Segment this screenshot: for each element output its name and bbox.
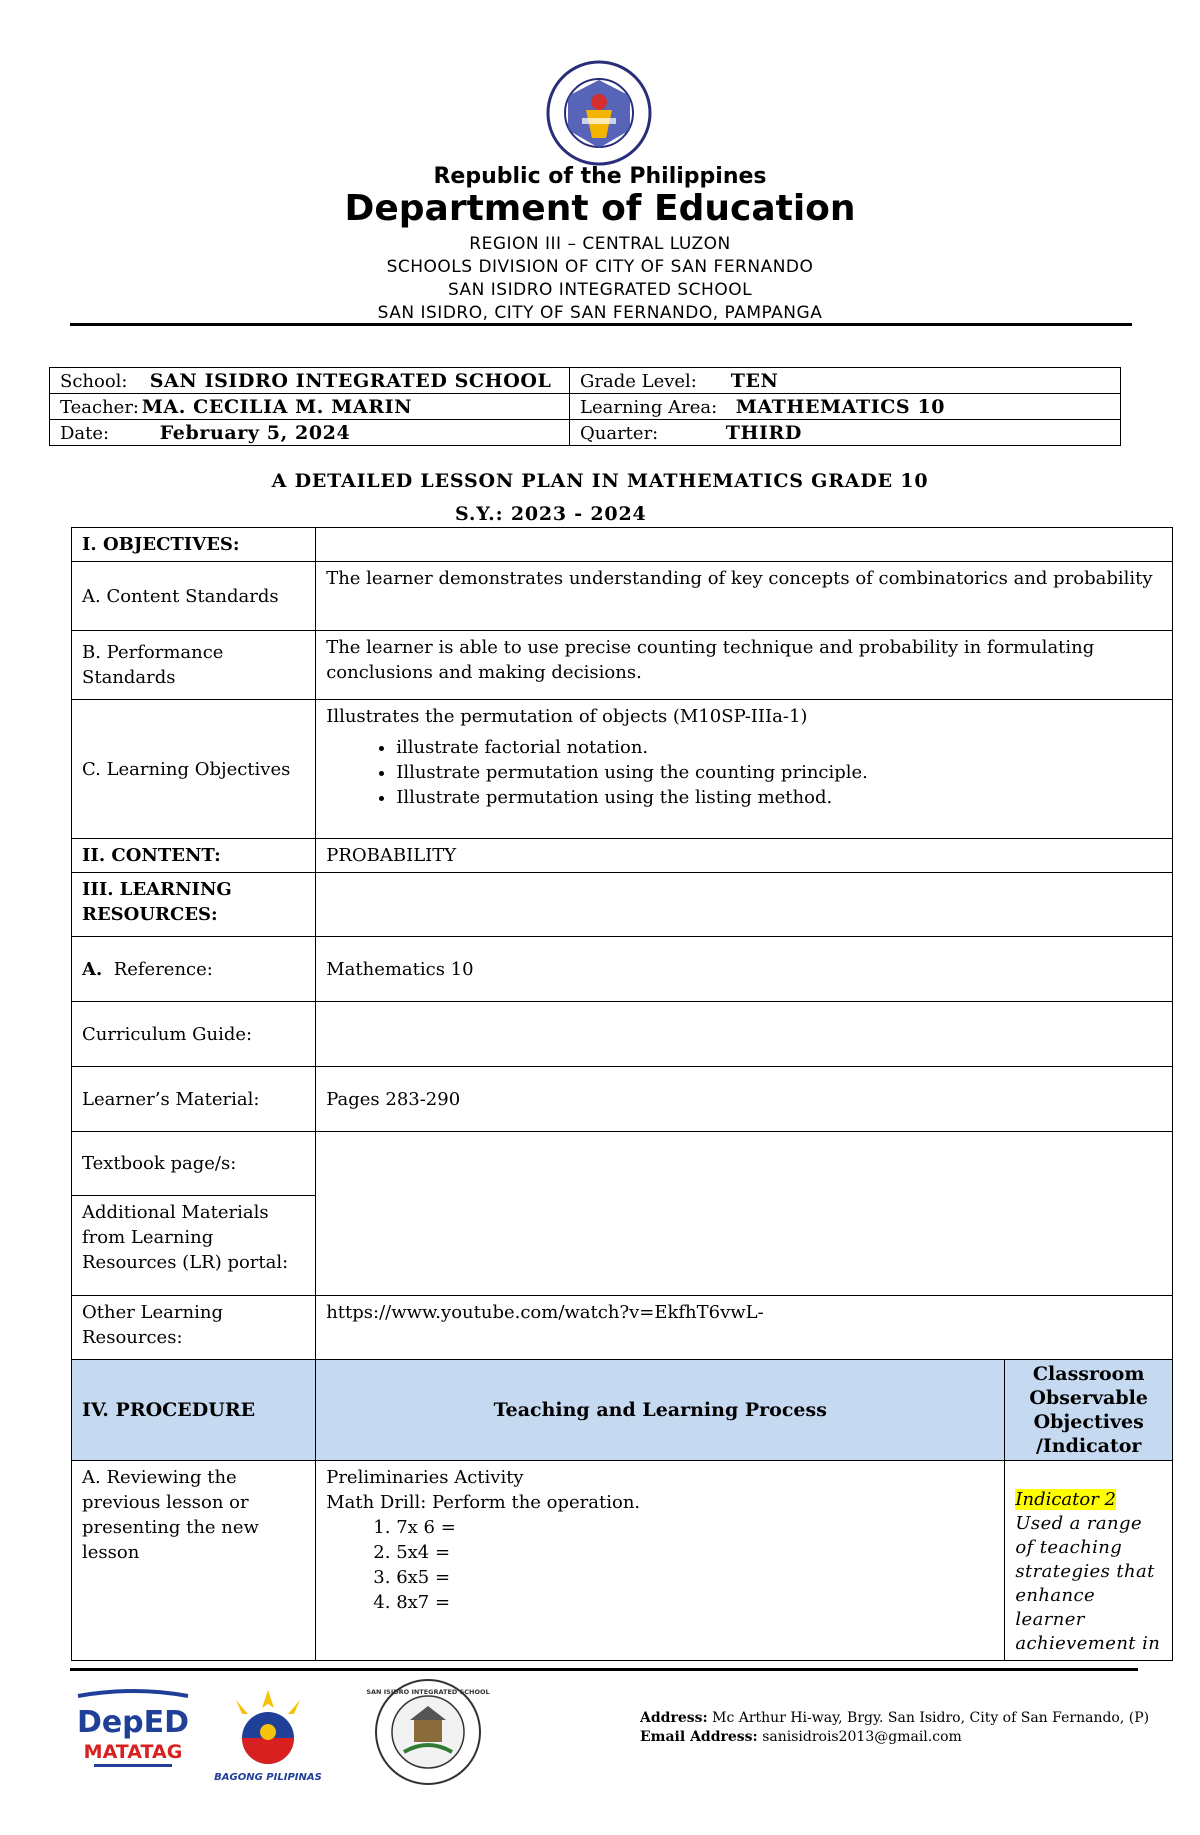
list-item: 4. 8x7 = bbox=[396, 1590, 994, 1615]
reference-row bbox=[72, 937, 1173, 1002]
step-a-content bbox=[316, 1461, 1005, 1661]
list-item: 1. 7x 6 = bbox=[396, 1515, 994, 1540]
grade-label: Grade Level: bbox=[580, 370, 697, 392]
empty-cell bbox=[316, 528, 1173, 562]
header-divider bbox=[70, 323, 1132, 326]
learning-objectives-list bbox=[326, 735, 1162, 810]
textbook-row bbox=[72, 1132, 1173, 1196]
deped-seal-logo bbox=[546, 60, 652, 166]
footer-address-line bbox=[640, 1709, 1149, 1728]
objectives-heading-row bbox=[72, 528, 1173, 562]
process-heading: Teaching and Learning Process bbox=[316, 1360, 1005, 1461]
school-value: SAN ISIDRO INTEGRATED SCHOOL bbox=[149, 369, 552, 392]
content-heading: II. CONTENT: bbox=[72, 839, 316, 873]
deped-logo-text: DepED bbox=[76, 1705, 190, 1740]
content-standards-label: A. Content Standards bbox=[72, 562, 316, 631]
additional-materials-label: Additional Materials from Learning Resources (LR) portal: bbox=[72, 1196, 316, 1296]
performance-standards-row bbox=[72, 631, 1173, 700]
quarter-value: THIRD bbox=[725, 421, 802, 444]
bagong-pilipinas-logo bbox=[208, 1686, 328, 1786]
list-item: 2. 5x4 = bbox=[396, 1540, 994, 1565]
deped-matatag-logo bbox=[74, 1690, 192, 1772]
preliminaries-text: Preliminaries Activity bbox=[326, 1467, 524, 1488]
indicator-text: Used a range of teaching strategies that enhance learner achievement in bbox=[1015, 1513, 1161, 1654]
learner-material-row bbox=[72, 1067, 1173, 1132]
region-line: REGION III – CENTRAL LUZON bbox=[469, 234, 731, 254]
info-row bbox=[50, 394, 1121, 420]
info-row bbox=[50, 368, 1121, 394]
grade-cell bbox=[570, 368, 1121, 394]
quarter-label: Quarter: bbox=[580, 422, 659, 444]
list-item: 3. 6x5 = bbox=[396, 1565, 994, 1590]
info-table bbox=[49, 367, 1121, 446]
address-label: Address: bbox=[640, 1710, 708, 1726]
other-resources-row bbox=[72, 1296, 1173, 1360]
bagong-logo-text: BAGONG PILIPINAS bbox=[214, 1772, 322, 1783]
curriculum-row bbox=[72, 1002, 1173, 1067]
area-cell bbox=[570, 394, 1121, 420]
quarter-cell bbox=[570, 420, 1121, 446]
grade-value: TEN bbox=[730, 369, 779, 392]
step-a-row bbox=[72, 1461, 1173, 1661]
indicator-heading: Classroom Observable Objectives /Indicator bbox=[1005, 1360, 1173, 1461]
procedure-heading: IV. PROCEDURE bbox=[72, 1360, 316, 1461]
teacher-value: MA. CECILIA M. MARIN bbox=[141, 395, 413, 418]
other-resources-value: https://www.youtube.com/watch?v=EkfhT6vwL- bbox=[316, 1296, 1173, 1360]
objectives-heading: I. OBJECTIVES: bbox=[72, 528, 316, 562]
learning-objectives-intro: Illustrates the permutation of objects (M10SP-IIIa-1) bbox=[326, 706, 808, 727]
address-value: Mc Arthur Hi-way, Brgy. San Isidro, City of San Fernando, (P) bbox=[712, 1710, 1150, 1726]
performance-standards-label: B. Performance Standards bbox=[72, 631, 316, 700]
matatag-logo-text: MATATAG bbox=[83, 1741, 183, 1763]
empty-cell bbox=[316, 873, 1173, 937]
reference-label-cell bbox=[72, 937, 316, 1002]
learning-objectives-row bbox=[72, 700, 1173, 839]
school-year: S.Y.: 2023 - 2024 bbox=[455, 503, 647, 525]
department-title: Department of Education bbox=[344, 188, 856, 229]
date-value: February 5, 2024 bbox=[159, 421, 351, 444]
school-line: SAN ISIDRO INTEGRATED SCHOOL bbox=[447, 280, 753, 300]
school-label: School: bbox=[60, 370, 128, 392]
drill-title: Math Drill: Perform the operation. bbox=[326, 1492, 641, 1513]
step-a-label: A. Reviewing the previous lesson or presenting the new lesson bbox=[72, 1461, 316, 1661]
learner-material-value: Pages 283-290 bbox=[316, 1067, 1173, 1132]
footer-email-line bbox=[640, 1728, 1149, 1747]
area-value: MATHEMATICS 10 bbox=[735, 395, 946, 418]
learning-objectives-cell bbox=[316, 700, 1173, 839]
area-label: Learning Area: bbox=[580, 396, 718, 418]
other-resources-label: Other Learning Resources: bbox=[72, 1296, 316, 1360]
date-cell bbox=[50, 420, 570, 446]
header-lines bbox=[0, 233, 1200, 325]
teacher-label: Teacher: bbox=[60, 396, 139, 418]
list-item: • Illustrate permutation using the counting principle. bbox=[396, 760, 1162, 785]
resources-heading-row bbox=[72, 873, 1173, 937]
performance-standards-text: The learner is able to use precise counting technique and probability in formulating conclusions and making decisions. bbox=[316, 631, 1173, 700]
date-label: Date: bbox=[60, 422, 110, 444]
info-row bbox=[50, 420, 1121, 446]
email-value: sanisidrois2013@gmail.com bbox=[762, 1729, 962, 1745]
reference-value: Mathematics 10 bbox=[316, 937, 1173, 1002]
address-line: SAN ISIDRO, CITY OF SAN FERNANDO, PAMPANGA bbox=[377, 303, 823, 323]
reference-label: Reference: bbox=[113, 958, 213, 980]
footer-divider bbox=[70, 1668, 1138, 1671]
procedure-heading-row bbox=[72, 1360, 1173, 1461]
learner-material-label: Learner’s Material: bbox=[72, 1067, 316, 1132]
indicator-title: Indicator 2 bbox=[1015, 1489, 1117, 1510]
drill-list bbox=[326, 1515, 994, 1615]
list-item: • Illustrate permutation using the listing method. bbox=[396, 785, 1162, 810]
learning-objectives-label: C. Learning Objectives bbox=[72, 700, 316, 839]
reference-letter: A. bbox=[82, 958, 103, 980]
resources-heading: III. LEARNING RESOURCES: bbox=[72, 873, 316, 937]
textbook-label: Textbook page/s: bbox=[72, 1132, 316, 1196]
content-row bbox=[72, 839, 1173, 873]
division-line: SCHOOLS DIVISION OF CITY OF SAN FERNANDO bbox=[386, 257, 814, 277]
content-standards-text: The learner demonstrates understanding of key concepts of combinatorics and probability bbox=[316, 562, 1173, 631]
plan-title: A DETAILED LESSON PLAN IN MATHEMATICS GRADE 10 bbox=[271, 470, 929, 492]
school-logo-text: SAN ISIDRO INTEGRATED SCHOOL bbox=[366, 1688, 490, 1696]
lesson-plan-table bbox=[71, 527, 1173, 1661]
school-seal-logo bbox=[366, 1678, 490, 1786]
teacher-cell bbox=[50, 394, 570, 420]
curriculum-label: Curriculum Guide: bbox=[72, 1002, 316, 1067]
email-label: Email Address: bbox=[640, 1729, 758, 1745]
curriculum-value bbox=[316, 1002, 1173, 1067]
content-value: PROBABILITY bbox=[316, 839, 1173, 873]
republic-title: Republic of the Philippines bbox=[433, 164, 767, 189]
school-cell bbox=[50, 368, 570, 394]
indicator-cell bbox=[1005, 1461, 1173, 1661]
footer-address-block bbox=[640, 1709, 1149, 1747]
list-item: • illustrate factorial notation. bbox=[396, 735, 1162, 760]
content-standards-row bbox=[72, 562, 1173, 631]
textbook-additional-value bbox=[316, 1132, 1173, 1296]
